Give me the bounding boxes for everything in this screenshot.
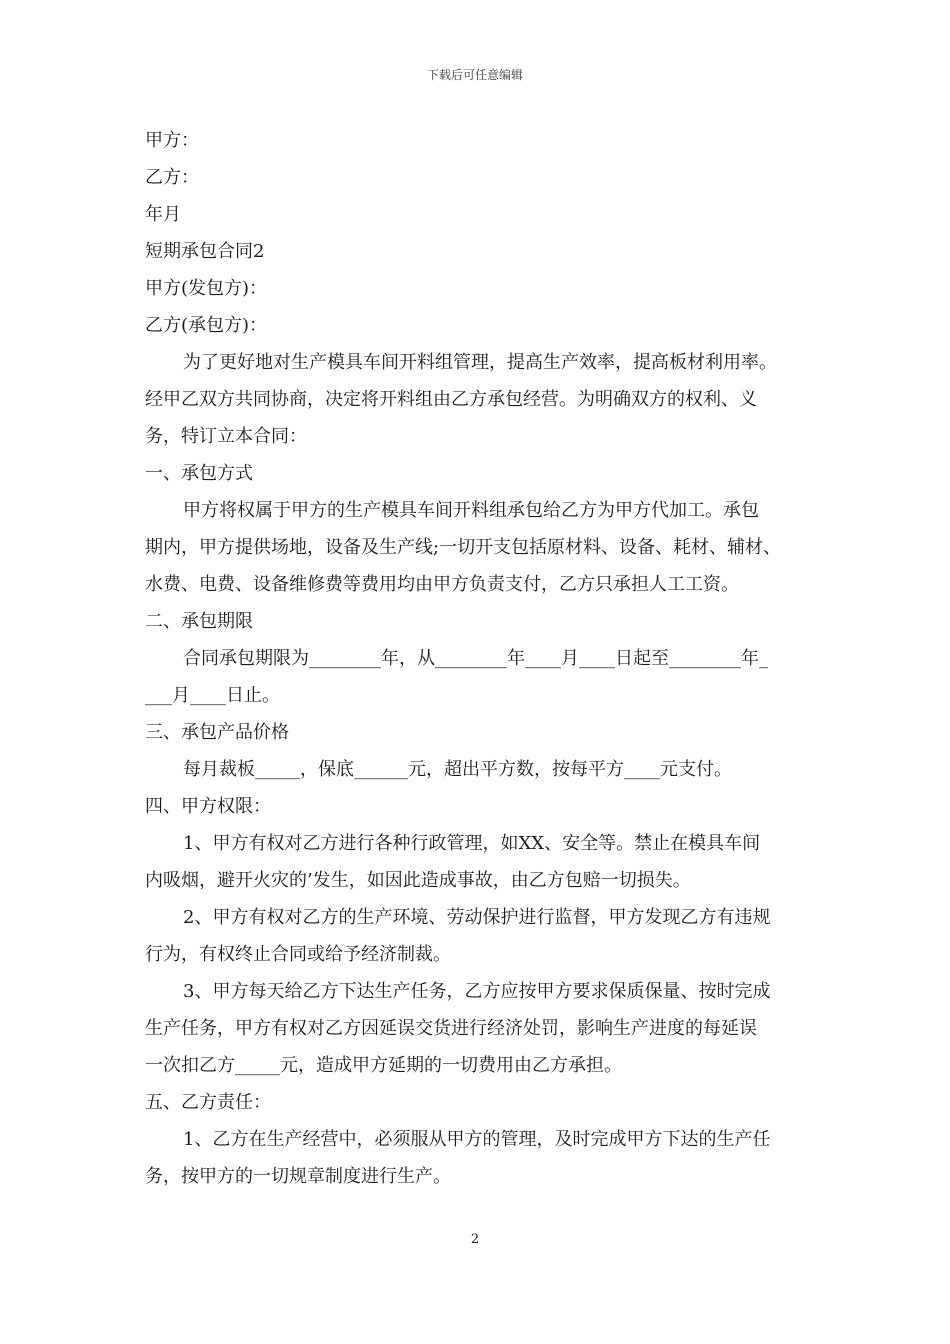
paragraph-line: ___月____日止。 [145, 685, 280, 706]
paragraph-line: 合同承包期限为________年，从________年____月____日起至________年_ [183, 648, 768, 669]
preamble-line: 经甲乙双方共同协商，决定将开料组由乙方承包经营。为明确双方的权利、义 [145, 389, 757, 410]
date-line: 年月 [145, 204, 181, 225]
document-body [145, 122, 810, 1195]
paragraph-line: 期内，甲方提供场地，设备及生产线;一切开支包括原材料、设备、耗材、辅材、 [145, 537, 782, 558]
clause-line: 3、甲方每天给乙方下达生产任务，乙方应按甲方要求保质保量、按时完成 [183, 981, 771, 1002]
clause-line: 1、乙方在生产经营中，必须服从甲方的管理，及时完成甲方下达的生产任 [183, 1129, 771, 1150]
paragraph-line: 甲方将权属于甲方的生产模具车间开料组承包给乙方为甲方代加工。承包 [183, 500, 759, 521]
preamble-line: 务，特订立本合同： [145, 426, 307, 447]
section-heading: 三、承包产品价格 [145, 722, 289, 743]
section-heading: 五、乙方责任： [145, 1092, 271, 1113]
party-a-label: 甲方： [145, 130, 199, 151]
section-heading: 一、承包方式 [145, 463, 253, 484]
party-b-contractor-label: 乙方(承包方)： [145, 315, 268, 336]
page-header-watermark: 下载后可任意编辑 [426, 68, 523, 82]
clause-line: 生产任务，甲方有权对乙方因延误交货进行经济处罚，影响生产进度的每延误 [145, 1018, 757, 1039]
clause-line: 务，按甲方的一切规章制度进行生产。 [145, 1166, 451, 1187]
party-b-label: 乙方： [145, 167, 199, 188]
paragraph-line: 每月裁板_____，保底______元，超出平方数，按每平方____元支付。 [183, 759, 732, 780]
paragraph-line: 水费、电费、设备维修费等费用均由甲方负责支付，乙方只承担人工工资。 [145, 574, 739, 595]
preamble-line: 为了更好地对生产模具车间开料组管理，提高生产效率，提高板材利用率。 [183, 352, 777, 373]
contract-title: 短期承包合同2 [145, 241, 265, 262]
page-number: 2 [470, 1232, 480, 1247]
clause-line: 内吸烟，避开火灾的’发生，如因此造成事故，由乙方包赔一切损失。 [145, 870, 691, 891]
clause-line: 1、甲方有权对乙方进行各种行政管理，如XX、安全等。禁止在模具车间 [183, 833, 761, 854]
section-heading: 二、承包期限 [145, 611, 253, 632]
section-heading: 四、甲方权限： [145, 796, 271, 817]
clause-line: 一次扣乙方_____元，造成甲方延期的一切费用由乙方承担。 [145, 1055, 622, 1076]
clause-line: 2、甲方有权对乙方的生产环境、劳动保护进行监督，甲方发现乙方有违规 [183, 907, 771, 928]
party-a-employer-label: 甲方(发包方)： [145, 278, 268, 299]
clause-line: 行为，有权终止合同或给予经济制裁。 [145, 944, 451, 965]
